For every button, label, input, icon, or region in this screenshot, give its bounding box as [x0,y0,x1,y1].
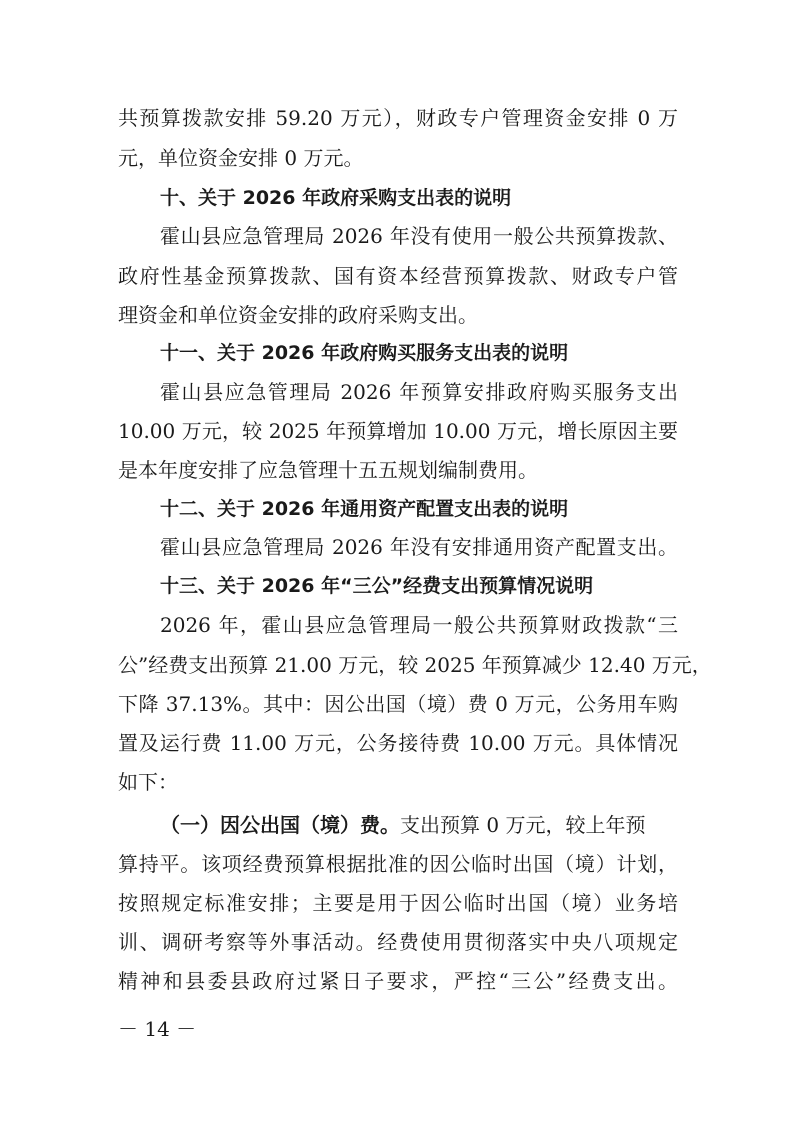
paragraph-text: 支出预算 0 万元，较上年预 [400,813,646,837]
subsection-heading: （一）因公出国（境）费。 [160,813,400,837]
paragraph-line: 霍山县应急管理局 2026 年预算安排政府购买服务支出 [160,380,678,404]
section-heading: 十三、关于 2026 年“三公”经费支出预算情况说明 [160,575,594,597]
paragraph-line: 共预算拨款安排 59.20 万元），财政专户管理资金安排 0 万 [118,106,678,130]
paragraph-line: 理资金和单位资金安排的政府采购支出。 [118,303,478,327]
page-number: － 14 － [118,1017,197,1041]
paragraph-line: 如下： [118,770,178,794]
paragraph-line: 霍山县应急管理局 2026 年没有使用一般公共预算拨款、 [160,224,678,248]
section-heading: 十一、关于 2026 年政府购买服务支出表的说明 [160,342,569,364]
paragraph-line: 政府性基金预算拨款、国有资本经营预算拨款、财政专户管 [118,264,678,288]
paragraph-line: 2026 年，霍山县应急管理局一般公共预算财政拨款“三 [160,613,678,637]
paragraph-line: 精神和县委县政府过紧日子要求，严控“三公”经费支出。 [118,969,678,993]
paragraph-line: 置及运行费 11.00 万元，公务接待费 10.00 万元。具体情况 [118,731,678,755]
paragraph-line: 按照规定标准安排；主要是用于因公临时出国（境）业务培 [118,891,678,915]
paragraph-line: 是本年度安排了应急管理十五五规划编制费用。 [118,458,538,482]
paragraph-line: 公”经费支出预算 21.00 万元，较 2025 年预算减少 12.40 万元， [118,653,712,677]
paragraph-line: 10.00 万元，较 2025 年预算增加 10.00 万元，增长原因主要 [118,419,678,443]
subsection-line [160,805,678,845]
paragraph-line: 下降 37.13%。其中：因公出国（境）费 0 万元，公务用车购 [118,692,678,716]
section-heading: 十二、关于 2026 年通用资产配置支出表的说明 [160,498,569,520]
paragraph-line: 元，单位资金安排 0 万元。 [118,146,364,170]
section-heading: 十、关于 2026 年政府采购支出表的说明 [160,187,512,209]
paragraph-line: 算持平。该项经费预算根据批准的因公临时出国（境）计划， [118,852,678,876]
paragraph-line: 训、调研考察等外事活动。经费使用贯彻落实中央八项规定 [118,930,678,954]
paragraph-line: 霍山县应急管理局 2026 年没有安排通用资产配置支出。 [160,535,678,559]
